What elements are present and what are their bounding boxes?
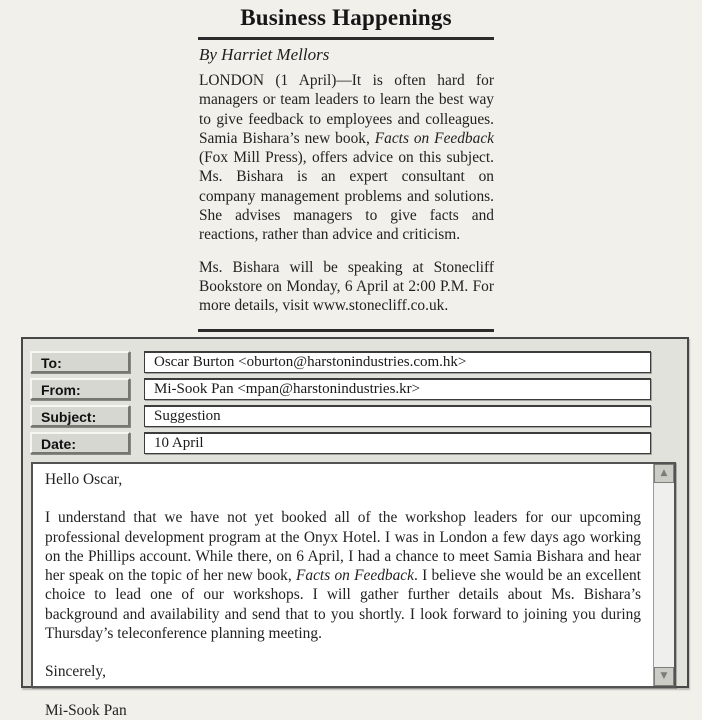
news-article bbox=[198, 5, 494, 332]
subject-label: Subject: bbox=[30, 405, 130, 427]
from-label: From: bbox=[30, 378, 130, 400]
scrollbar-track[interactable] bbox=[653, 464, 674, 686]
date-label: Date: bbox=[30, 432, 130, 454]
email-field-row-to bbox=[30, 351, 651, 373]
email-greeting: Hello Oscar, bbox=[45, 471, 123, 488]
to-input[interactable]: Oscar Burton <oburton@harstonindustries.com.hk> bbox=[144, 351, 651, 373]
article-paragraph-1-text: LONDON (1 April)—It is often hard for managers or team leaders to learn the best way to give feedback to employees and colleagues. Samia Bishara’s new book, bbox=[199, 72, 494, 147]
email-field-row-from bbox=[30, 378, 651, 400]
email-field-row-subject bbox=[30, 405, 651, 427]
email-body-box bbox=[31, 462, 676, 719]
book-title-italic: Facts on Feedback bbox=[374, 129, 494, 147]
scroll-down-button[interactable] bbox=[654, 667, 674, 686]
email-paragraph-text: I understand that we have not yet booked all of the workshop leaders for our upcoming professional development program at the Onyx Hotel. I was in London a few days ago working on the Phillips account. While there, on 6 April, I had a chance to meet Samia Bishara and hear her speak on the topic of her new book, bbox=[45, 509, 641, 585]
scroll-up-icon: ▲ bbox=[660, 468, 668, 478]
email-field-row-date bbox=[30, 432, 651, 454]
email-paragraph-continued: . I believe she would be an excellent choice to lead one of our workshops. I will gather further details about Ms. Bishara’s background and availability and send that to you shortly. I look forward to joining you during Thursday’s teleconference planning meeting. bbox=[45, 567, 641, 643]
article-byline: By Harriet Mellors bbox=[199, 45, 330, 64]
article-title: Business Happenings bbox=[240, 5, 452, 30]
scroll-up-button[interactable] bbox=[654, 464, 674, 483]
from-input[interactable]: Mi-Sook Pan <mpan@harstonindustries.kr> bbox=[144, 378, 651, 400]
date-input[interactable]: 10 April bbox=[144, 432, 651, 454]
article-paragraph-2: Ms. Bishara will be speaking at Stonecliff Bookstore on Monday, 6 April at 2:00 P.M. For more details, visit www.stonecliff.co.uk. bbox=[199, 258, 494, 315]
article-bottom-rule bbox=[198, 329, 494, 332]
title-rule bbox=[198, 37, 494, 40]
article-paragraph-1 bbox=[199, 71, 494, 245]
email-panel bbox=[21, 337, 689, 719]
email-message-area[interactable] bbox=[33, 464, 653, 719]
to-label: To: bbox=[30, 351, 130, 373]
book-title-italic-email: Facts on Feedback bbox=[296, 567, 414, 585]
email-main-paragraph bbox=[45, 508, 641, 643]
scroll-down-icon: ▼ bbox=[660, 671, 668, 681]
email-signature: Mi-Sook Pan bbox=[45, 701, 127, 719]
subject-input[interactable]: Suggestion bbox=[144, 405, 651, 427]
article-paragraph-1-continued: (Fox Mill Press), offers advice on this subject. Ms. Bishara is an expert consultant on company management problems and solutions. She advises managers to give facts and reactions, rather than advice and criticism. bbox=[199, 149, 494, 244]
email-closing: Sincerely, bbox=[45, 663, 106, 681]
